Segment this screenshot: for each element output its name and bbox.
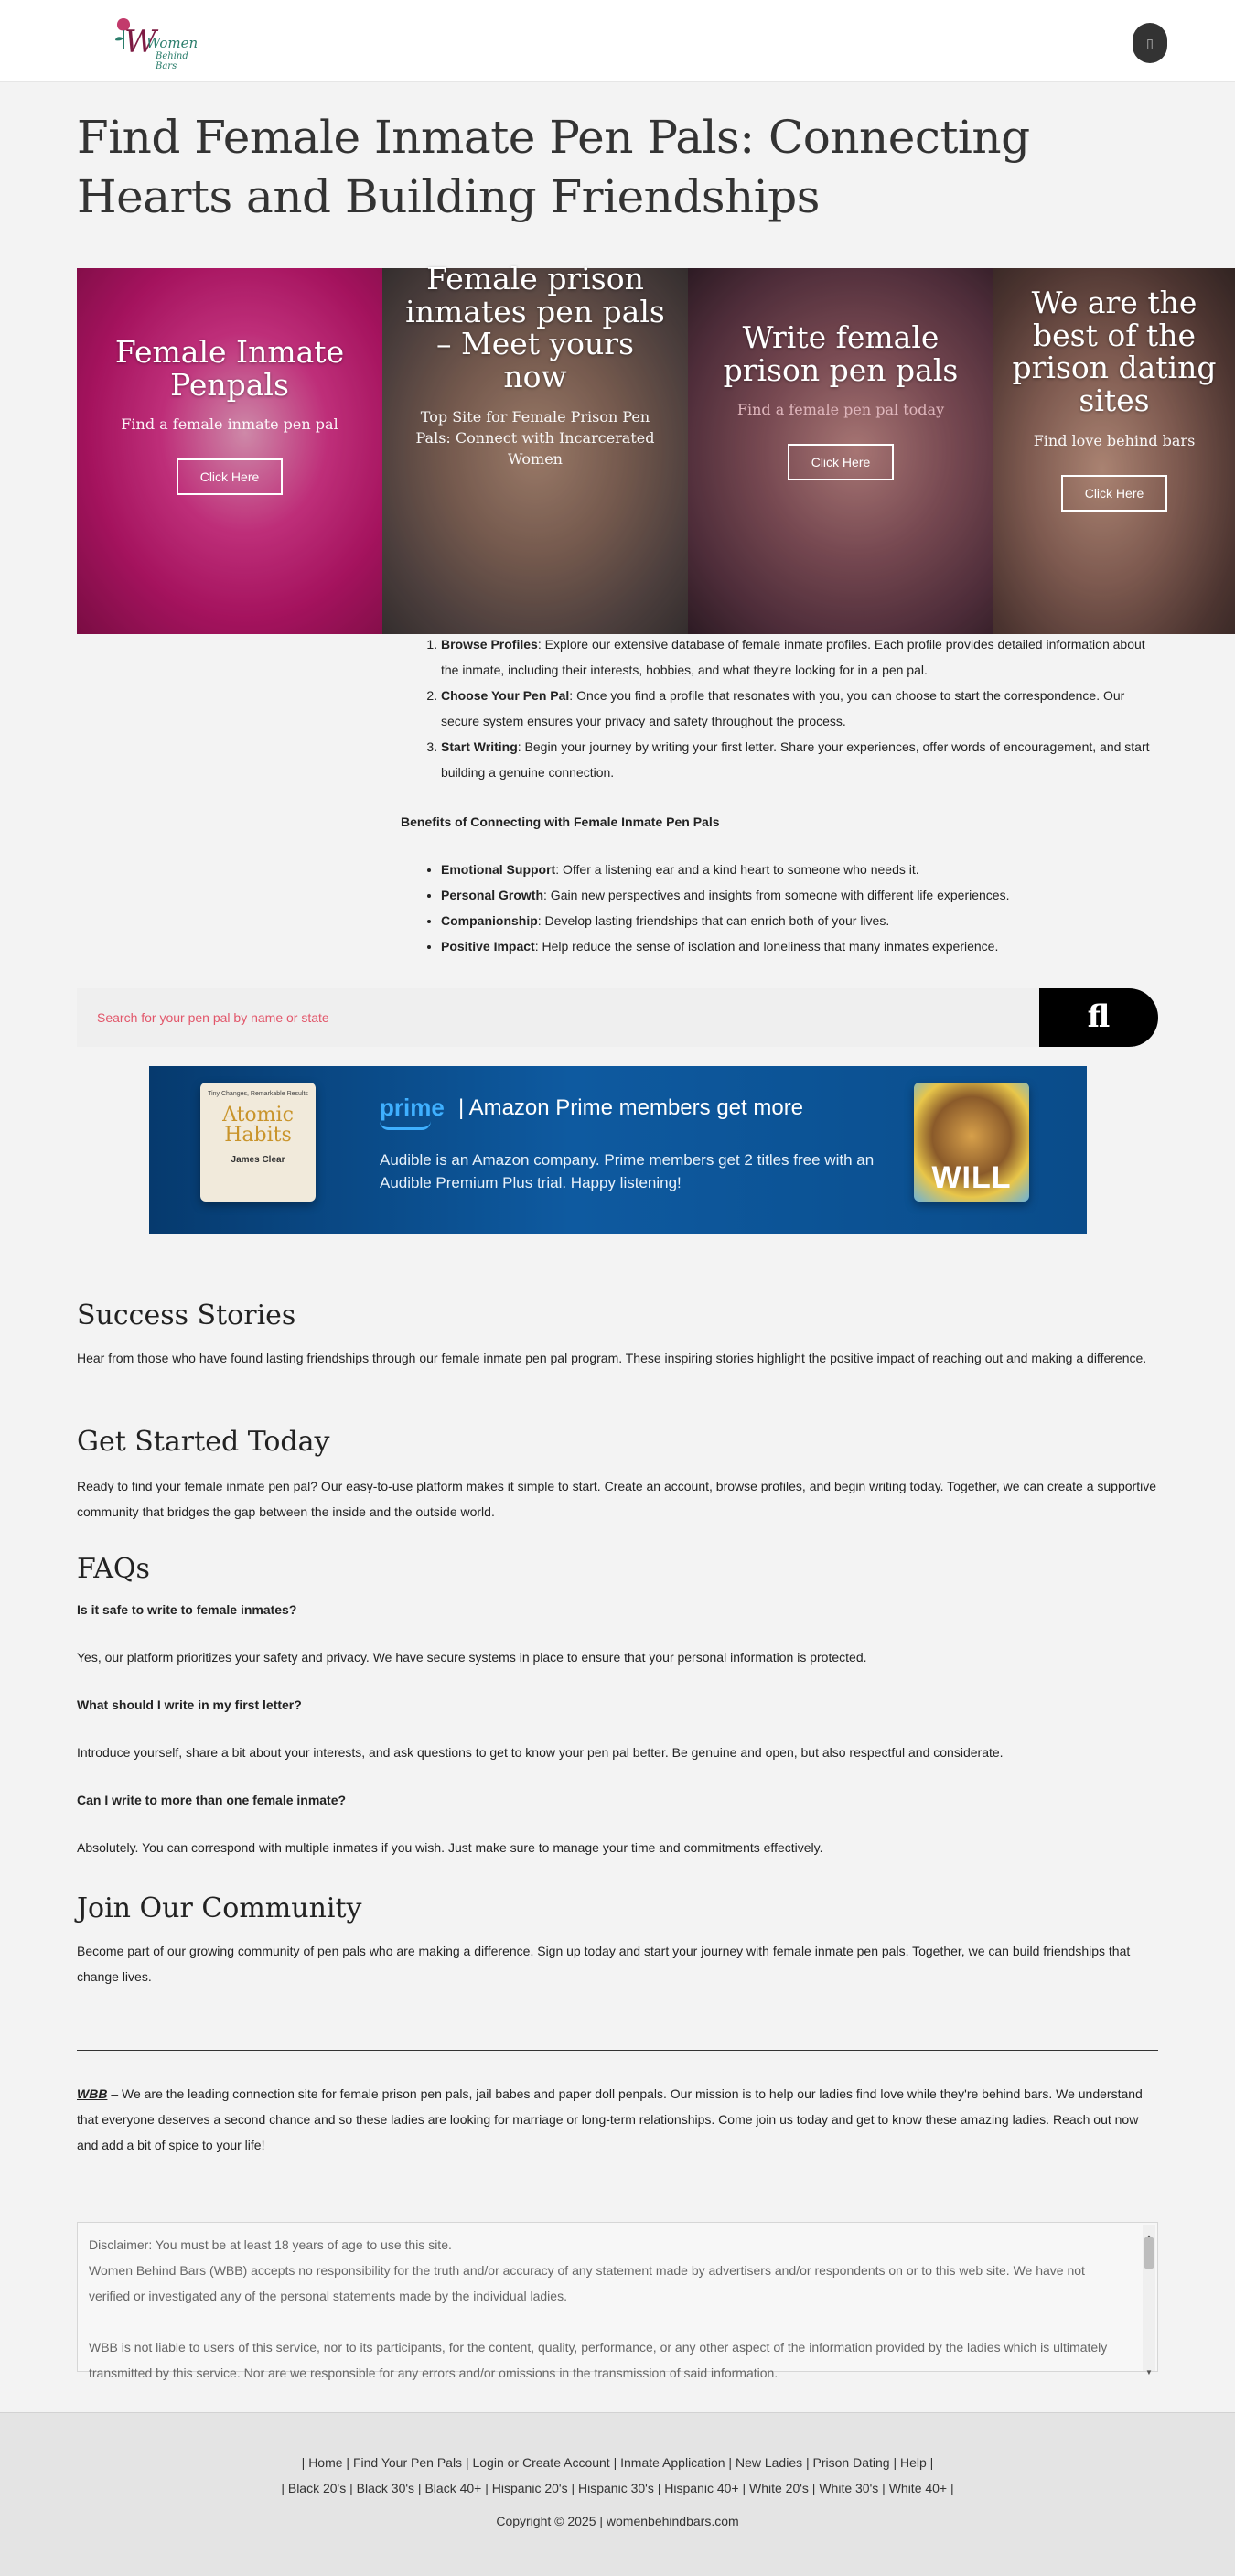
footer-link-prison-dating[interactable]: Prison Dating bbox=[812, 2455, 890, 2470]
footer-link-black-30s[interactable]: Black 30's bbox=[356, 2481, 415, 2495]
copyright: Copyright © 2025 | womenbehindbars.com bbox=[496, 2514, 739, 2528]
banner-title: Female Inmate Penpals bbox=[114, 334, 345, 403]
scroll-up-icon[interactable] bbox=[1143, 2225, 1155, 2236]
steps-list bbox=[401, 631, 1160, 785]
footer-link-home[interactable]: Home bbox=[308, 2455, 343, 2470]
footer-link-black-40s[interactable]: Black 40+ bbox=[424, 2481, 482, 2495]
disclaimer-line: Women Behind Bars (WBB) accepts no responsibility for the truth and/or accuracy of any statement made by advertisers and/or respondents on or to this web site. We have not verified or investigated any of the personal statements made by the individual ladies. bbox=[89, 2263, 1085, 2303]
disclaimer-scrollbar[interactable] bbox=[1143, 2225, 1155, 2377]
list-item: • Emotional Support: Offer a listening ear and a kind heart to someone who needs it. bbox=[441, 857, 1160, 882]
search-button[interactable] bbox=[1039, 988, 1158, 1047]
about-blurb: WBB – We are the leading connection site for female prison pen pals, jail babes and paper doll penpals. Our mission is to help our ladies find love while they're behind bars. We understand that everyone deserves a second chance and so these ladies are looking for marriage or long-term relationships. Come join us today and get to know these amazing ladies. Reach out now and add a bit of spice to your life! bbox=[77, 2086, 1143, 2152]
ad-headline: | Amazon Prime members get more bbox=[458, 1095, 804, 1120]
page-title: Find Female Inmate Pen Pals: Connecting Hearts and Building Friendships bbox=[77, 111, 1030, 223]
footer-link-white-30s[interactable]: White 30's bbox=[819, 2481, 879, 2495]
faq-answer: Introduce yourself, share a bit about your interests, and ask questions to get to know your pen pal better. Be genuine and open, but also respectful and considerate. bbox=[77, 1745, 1004, 1760]
banner-text: Top Site for Female Prison Pen Pals: Connect with Incarcerated Women bbox=[415, 407, 655, 468]
faq-question: Can I write to more than one female inmate? bbox=[77, 1793, 347, 1807]
section-text: Become part of our growing community of pen pals who are making a difference. Sign up today and start your journey with female inmate pen pals. Together, we can build friendships that change lives. bbox=[77, 1944, 1131, 1984]
community-section bbox=[77, 1892, 1158, 1989]
banner-text: Find a female inmate pen pal bbox=[121, 415, 338, 434]
banner-title: Female prison inmates pen pals – Meet yours now bbox=[405, 261, 665, 394]
list-item: 2. Choose Your Pen Pal: Once you find a profile that resonates with you, you can choose to start the correspondence. Our secure system ensures your privacy and safety throughout the process. bbox=[441, 683, 1160, 734]
footer-link-new-ladies[interactable]: New Ladies bbox=[735, 2455, 803, 2470]
section-title: FAQs bbox=[77, 1553, 150, 1585]
banner-female-inmate-penpals[interactable] bbox=[77, 268, 382, 634]
atomic-habits-book-cover: Tiny Changes, Remarkable Results Atomic Habits James Clear bbox=[200, 1083, 316, 1202]
site-footer bbox=[0, 2412, 1235, 2576]
footer-link-login[interactable]: Login or Create Account bbox=[472, 2455, 610, 2470]
banner-best-dating-site[interactable] bbox=[993, 268, 1235, 634]
menu-button[interactable] bbox=[1133, 23, 1167, 63]
banner-click-button[interactable]: Click Here bbox=[1061, 475, 1168, 512]
footer-link-hispanic-20s[interactable]: Hispanic 20's bbox=[491, 2481, 568, 2495]
footer-link-find-pen-pals[interactable]: Find Your Pen Pals bbox=[352, 2455, 463, 2470]
disclaimer-line: WBB is not liable to users of this service, nor to its participants, for the content, quality, performance, or any other aspect of the information provided by the ladies which is ultimately transmitted by this service. Nor are we responsible for any errors and/or omissions in the transmission of said information. bbox=[89, 2340, 1108, 2380]
list-item: • Personal Growth: Gain new perspectives and insights from someone with different life experiences. bbox=[441, 882, 1160, 908]
footer-domain-link[interactable]: womenbehindbars.com bbox=[606, 2514, 739, 2528]
banner-click-button[interactable]: Click Here bbox=[788, 444, 895, 480]
footer-link-hispanic-30s[interactable]: Hispanic 30's bbox=[578, 2481, 654, 2495]
list-item: • Companionship: Develop lasting friendships that can enrich both of your lives. bbox=[441, 908, 1160, 933]
will-book-cover: WILL bbox=[914, 1083, 1029, 1202]
faq-question: Is it safe to write to female inmates? bbox=[77, 1602, 297, 1617]
search-icon: fl bbox=[1087, 998, 1111, 1035]
footer-link-inmate-application[interactable]: Inmate Application bbox=[620, 2455, 725, 2470]
faq-question: What should I write in my first letter? bbox=[77, 1698, 302, 1712]
hero-banners bbox=[77, 261, 1235, 634]
benefits-heading: Benefits of Connecting with Female Inmate Pen Pals bbox=[401, 814, 720, 829]
site-logo[interactable] bbox=[102, 13, 199, 71]
footer-link-black-20s[interactable]: Black 20's bbox=[287, 2481, 347, 2495]
divider bbox=[77, 2050, 1158, 2051]
footer-link-help[interactable]: Help bbox=[900, 2455, 927, 2470]
banner-click-button[interactable]: Click Here bbox=[177, 458, 284, 495]
ad-body: Audible is an Amazon company. Prime members get 2 titles free with an Audible Premium Plus trial. Happy listening! bbox=[380, 1151, 875, 1191]
article-content bbox=[401, 631, 1160, 959]
section-title: Success Stories bbox=[77, 1299, 296, 1331]
list-item: • Positive Impact: Help reduce the sense of isolation and loneliness that many inmates experience. bbox=[441, 933, 1160, 959]
section-text: Ready to find your female inmate pen pal? Our easy-to-use platform makes it simple to start. Create an account, browse profiles, and begin writing today. Together, we can create a supportive community that bridges the gap between the inside and the outside world. bbox=[77, 1479, 1156, 1519]
site-header bbox=[0, 0, 1235, 82]
logo-subtitle: Behind Bars bbox=[156, 51, 188, 71]
disclaimer-box[interactable] bbox=[77, 2222, 1158, 2380]
audible-ad-banner[interactable] bbox=[149, 1066, 1087, 1234]
logo-title: Women bbox=[146, 35, 199, 51]
section-title: Join Our Community bbox=[77, 1892, 362, 1924]
scroll-thumb[interactable] bbox=[1144, 2237, 1154, 2269]
section-text: Hear from those who have found lasting friendships through our female inmate pen pal program. These inspiring stories highlight the positive impact of reaching out and making a difference. bbox=[77, 1351, 1147, 1365]
footer-nav-primary: | Home | Find Your Pen Pals | Login or Create Account | Inmate Application | New Ladies | Prison Dating | Help | bbox=[301, 2455, 934, 2470]
brand-link[interactable]: WBB bbox=[77, 2086, 108, 2101]
footer-link-white-40s[interactable]: White 40+ bbox=[888, 2481, 948, 2495]
success-stories-section bbox=[77, 1299, 1158, 1371]
footer-link-hispanic-40s[interactable]: Hispanic 40+ bbox=[664, 2481, 739, 2495]
scroll-down-icon[interactable]: ▼ bbox=[1145, 2368, 1153, 2377]
footer-nav-categories: | Black 20's | Black 30's | Black 40+ | Hispanic 20's | Hispanic 30's | Hispanic 40+ | White 20's | White 30's | White 40+ | bbox=[281, 2481, 954, 2495]
faq-answer: Yes, our platform prioritizes your safety and privacy. We have secure systems in place to ensure that your personal information is protected. bbox=[77, 1650, 867, 1665]
footer-link-white-20s[interactable]: White 20's bbox=[749, 2481, 809, 2495]
search-bar bbox=[77, 988, 1158, 1047]
faqs-section bbox=[77, 1553, 1158, 1860]
banner-title: We are the best of the prison dating sites bbox=[1012, 285, 1217, 418]
banner-text: Find love behind bars bbox=[1033, 431, 1196, 449]
logo-letter: W bbox=[124, 24, 156, 60]
banner-write-pen-pals[interactable] bbox=[688, 268, 993, 634]
banner-title: Write female prison pen pals bbox=[723, 319, 959, 388]
search-input[interactable] bbox=[77, 988, 1039, 1047]
prime-smile-icon bbox=[380, 1121, 431, 1130]
prime-logo: prime bbox=[380, 1094, 445, 1121]
disclaimer-line: Disclaimer: You must be at least 18 years of age to use this site. bbox=[89, 2237, 452, 2252]
get-started-section bbox=[77, 1426, 1158, 1525]
benefits-list bbox=[401, 857, 1160, 959]
list-item: 3. Start Writing: Begin your journey by writing your first letter. Share your experiences, offer words of encouragement, and start building a genuine connection. bbox=[441, 734, 1160, 785]
banner-meet-yours-now[interactable] bbox=[382, 261, 688, 634]
list-item: 1. Browse Profiles: Explore our extensive database of female inmate profiles. Each profile provides detailed information about the inmate, including their interests, hobbies, and what they're looking for in a pen pal. bbox=[441, 631, 1160, 683]
menu-icon: ▯ bbox=[1146, 36, 1154, 50]
section-title: Get Started Today bbox=[77, 1426, 330, 1458]
faq-answer: Absolutely. You can correspond with multiple inmates if you wish. Just make sure to manage your time and commitments effectively. bbox=[77, 1840, 823, 1855]
banner-text: Find a female pen pal today bbox=[736, 401, 945, 419]
